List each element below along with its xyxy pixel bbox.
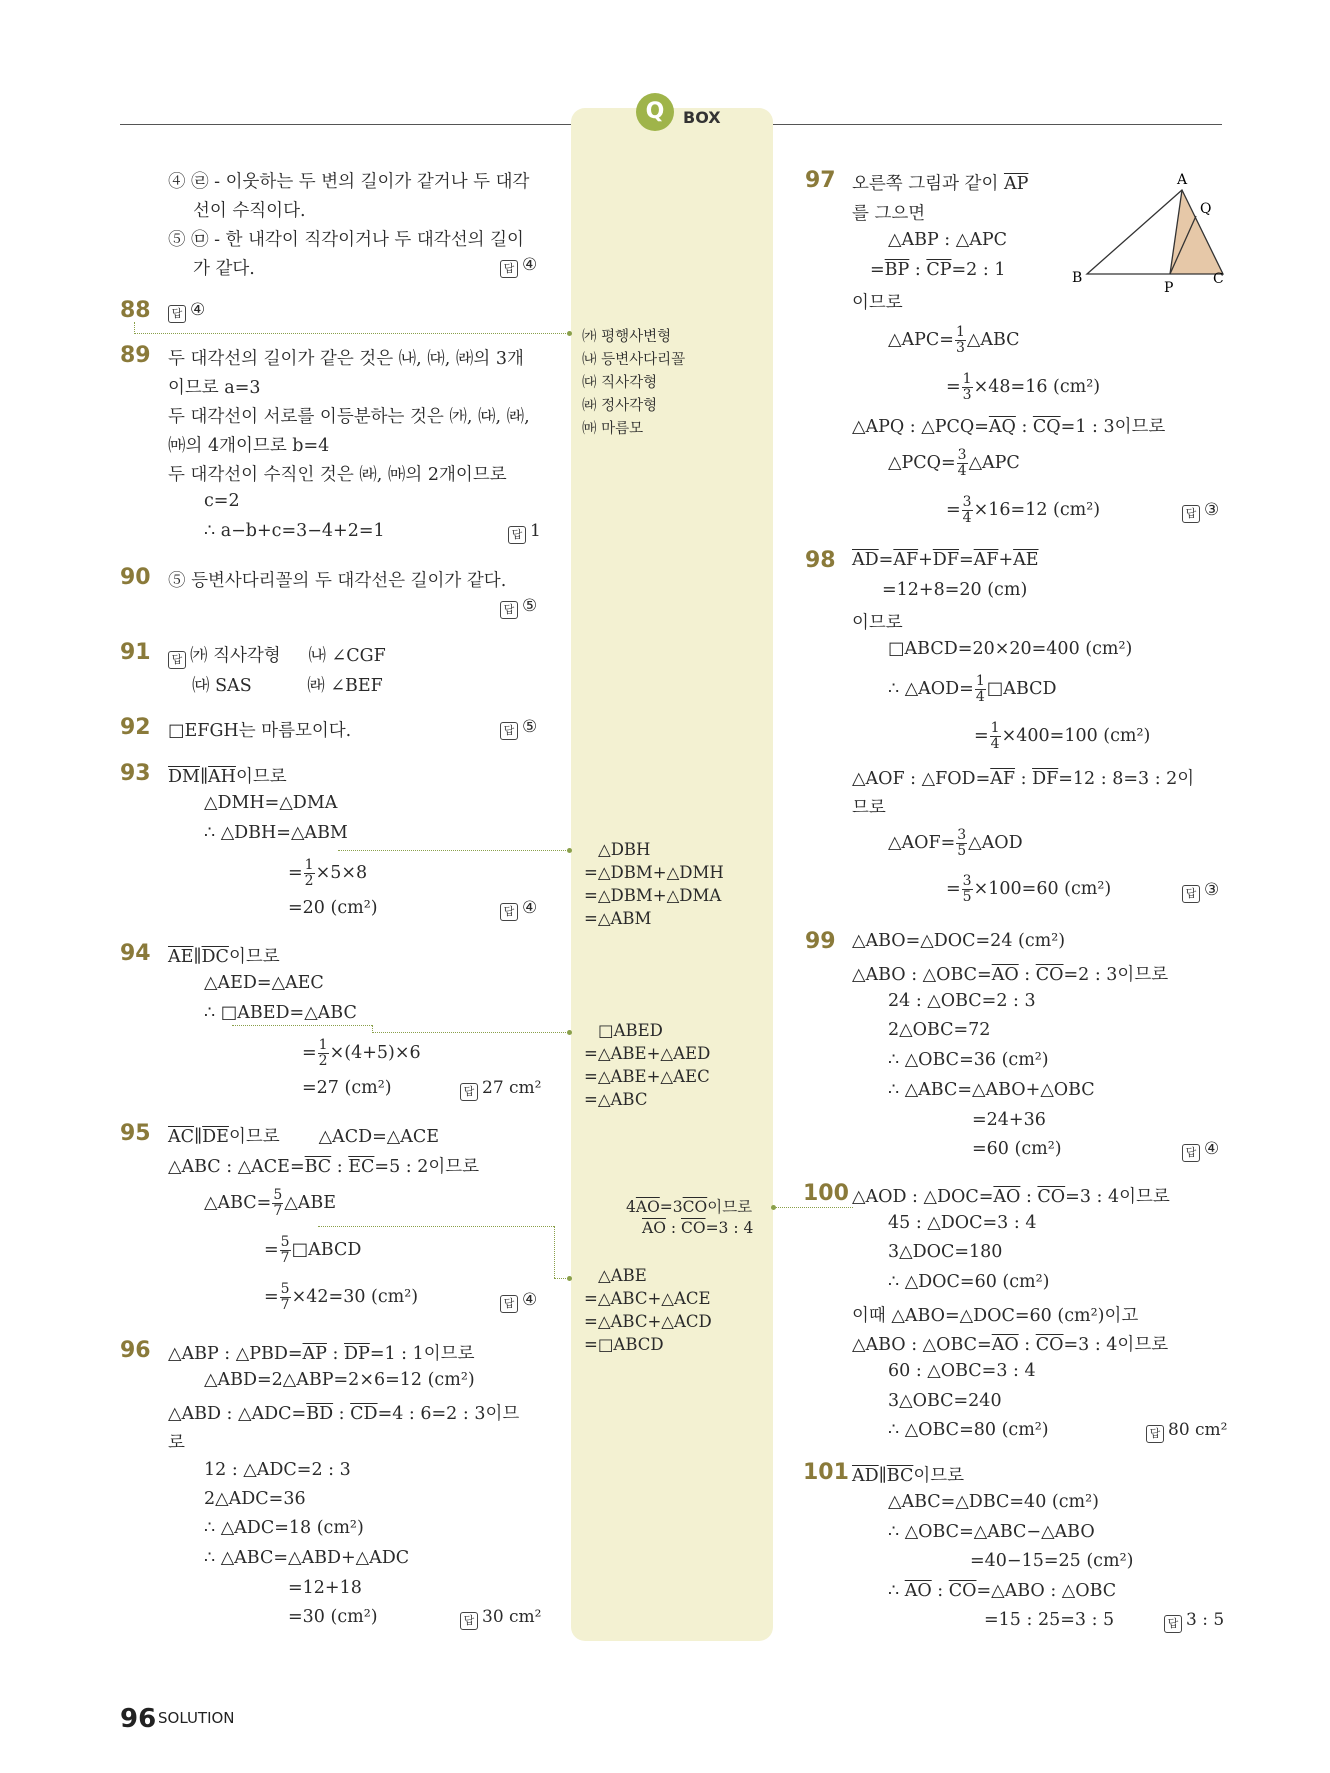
text-line: 이므로 bbox=[852, 293, 903, 313]
triangle-figure bbox=[1070, 168, 1230, 296]
answer: 답 ④ bbox=[168, 300, 205, 323]
answer-mark-icon: 답 bbox=[500, 903, 518, 921]
text-line: =24+36 bbox=[972, 1110, 1046, 1130]
text-line: 이때 △ABO=△DOC=60 (cm²)이고 bbox=[852, 1306, 1139, 1326]
connector-dot bbox=[567, 848, 572, 853]
side-note: □ABED bbox=[598, 1021, 663, 1040]
text-line: △DMH=△DMA bbox=[204, 793, 338, 813]
text-line: ⑤ ㉤ - 한 내각이 직각이거나 두 대각선의 길이 bbox=[168, 230, 524, 250]
answer: 답 27 cm² bbox=[460, 1078, 542, 1101]
text-line: = $\frac{1}{4}$ ×400=100 (cm²) bbox=[974, 720, 1151, 752]
fraction: $\frac{1}{2}$ bbox=[318, 1037, 328, 1069]
side-note: =△ABC+△ACD bbox=[584, 1312, 712, 1331]
side-note: ㈐ 직사각형 bbox=[582, 375, 658, 391]
point-label: B bbox=[1072, 270, 1083, 286]
text-line: 선이 수직이다. bbox=[193, 201, 306, 221]
text-line: 로 bbox=[168, 1433, 185, 1453]
text-line: 를 그으면 bbox=[852, 204, 926, 224]
connector-dot bbox=[567, 1276, 572, 1281]
connector bbox=[773, 1207, 853, 1208]
text-line: =12+8=20 (cm) bbox=[882, 580, 1028, 600]
text-line: = $\frac{3}{5}$ ×100=60 (cm²) bbox=[946, 873, 1112, 905]
fraction: $\frac{1}{4}$ bbox=[975, 673, 985, 705]
problem-number: 90 bbox=[120, 565, 151, 590]
problem-number: 94 bbox=[120, 941, 151, 966]
problem-number: 97 bbox=[805, 168, 836, 193]
answer-mark-icon: 답 bbox=[1146, 1425, 1164, 1443]
text-line: △ABO=△DOC=24 (cm²) bbox=[852, 931, 1066, 951]
problem-number: 89 bbox=[120, 343, 151, 368]
text-line: △ABC=△DBC=40 (cm²) bbox=[888, 1492, 1099, 1512]
answer-mark-icon: 답 bbox=[500, 1295, 518, 1313]
side-note: =△DBM+△DMH bbox=[584, 863, 724, 882]
fraction: $\frac{1}{4}$ bbox=[990, 720, 1000, 752]
text-line: $\overline{AC}\parallel\overline{DE}$이므로 △ACD=△ACE bbox=[168, 1127, 440, 1147]
problem-number: 92 bbox=[120, 715, 151, 740]
problem-number: 95 bbox=[120, 1121, 151, 1146]
answer: 답 ④ bbox=[1182, 1139, 1219, 1162]
text-line: ∴ $\overline{AO}$ : $\overline{CO}=\triangle ABO$ : △OBC bbox=[888, 1581, 1117, 1601]
answer-mark-icon: 답 bbox=[500, 722, 518, 740]
side-note: =△ABM bbox=[584, 909, 652, 928]
fraction: $\frac{1}{2}$ bbox=[304, 857, 314, 889]
text-line: ∴ △DOC=60 (cm²) bbox=[888, 1272, 1050, 1292]
answer: 답 ③ bbox=[1182, 880, 1219, 903]
text-line: ∴ a−b+c=3−4+2=1 bbox=[204, 521, 385, 541]
text-line: □ABCD=20×20=400 (cm²) bbox=[888, 639, 1133, 659]
fraction: $\frac{3}{5}$ bbox=[957, 827, 967, 859]
point-label: P bbox=[1164, 280, 1174, 296]
text-line: $\overline{DM}\parallel\overline{AH}$이므로 bbox=[168, 767, 287, 787]
text-line: 24 : △OBC=2 : 3 bbox=[888, 991, 1036, 1011]
text-line: △ABC= $\frac{5}{7}$ △ABE bbox=[204, 1187, 336, 1219]
page-number: 96 bbox=[120, 1704, 157, 1734]
text-line: 60 : △OBC=3 : 4 bbox=[888, 1361, 1036, 1381]
text-line: 3△OBC=240 bbox=[888, 1391, 1002, 1411]
text-line: = $\frac{5}{7}$ ×42=30 (cm²) bbox=[264, 1281, 419, 1313]
text-line: ⑤ 등변사다리꼴의 두 대각선은 길이가 같다. bbox=[168, 571, 507, 591]
text-line: △ABP : △APC bbox=[888, 230, 1008, 250]
text-line: 12 : △ADC=2 : 3 bbox=[204, 1460, 351, 1480]
text-line: = $\frac{3}{4}$ ×16=12 (cm²) bbox=[946, 494, 1101, 526]
connector bbox=[372, 1032, 570, 1033]
problem-number: 88 bbox=[120, 298, 151, 323]
text-line: 45 : △DOC=3 : 4 bbox=[888, 1213, 1037, 1233]
text-line: c=2 bbox=[204, 491, 240, 511]
text-line: 므로 bbox=[852, 798, 886, 818]
answer: 답 ④ bbox=[500, 1290, 537, 1313]
fraction: $\frac{5}{7}$ bbox=[280, 1234, 290, 1266]
text-line: △ABD : $\triangle ADC=\overline{BD}$ : $\overline{CD}=4$ : 6=2 : 3이므 bbox=[168, 1404, 520, 1424]
text-line: $\overline{AE}\parallel\overline{DC}$이므로 bbox=[168, 947, 280, 967]
text-line: □EFGH는 마름모이다. bbox=[168, 721, 352, 741]
answer-mark-icon: 답 bbox=[508, 526, 526, 544]
answer: 답 3 : 5 bbox=[1164, 1610, 1224, 1633]
text-line: 이므로 bbox=[852, 613, 903, 633]
text-line: △ABO : $\triangle OBC=\overline{AO}$ : $\overline{CO}=2$ : 3이므로 bbox=[852, 965, 1169, 985]
text-line: =40−15=25 (cm²) bbox=[970, 1551, 1134, 1571]
fraction: $\frac{3}{4}$ bbox=[962, 494, 972, 526]
connector-dot bbox=[771, 1205, 776, 1210]
text-line: △APQ : $\triangle PCQ=\overline{AQ}$ : $\overline{CQ}=1$ : 3이므로 bbox=[852, 417, 1166, 437]
text-line: ∴ △OBC=△ABC−△ABO bbox=[888, 1522, 1095, 1542]
answer: 답 1 bbox=[508, 521, 541, 544]
point-label: C bbox=[1213, 271, 1224, 287]
text-line: = $\frac{5}{7}$ □ABCD bbox=[264, 1234, 362, 1266]
text-line: $=\overline{BP}$ : $\overline{CP}=2$ : 1 bbox=[870, 260, 1006, 280]
side-note: =△ABE+△AEC bbox=[584, 1067, 710, 1086]
connector bbox=[338, 850, 570, 851]
connector bbox=[554, 1226, 555, 1278]
side-note: =□ABCD bbox=[584, 1335, 664, 1354]
problem-number: 99 bbox=[805, 929, 836, 954]
answer: 답 ④ bbox=[500, 898, 537, 921]
shaded-triangle bbox=[1170, 190, 1223, 274]
side-note: $4\overline{AO}=3\overline{CO}$이므로 bbox=[626, 1198, 753, 1216]
text-line: =27 (cm²) bbox=[302, 1078, 392, 1098]
fraction: $\frac{5}{7}$ bbox=[280, 1281, 290, 1313]
answer-mark-icon: 답 bbox=[1182, 1144, 1200, 1162]
answer: 답 ⑤ bbox=[500, 596, 537, 619]
text-line: △AOF : $\triangle FOD=\overline{AF}$ : $\overline{DF}=12$ : 8=3 : 2이 bbox=[852, 769, 1195, 789]
text-line: ㈒의 4개이므로 b=4 bbox=[168, 436, 330, 456]
text-line: 두 대각선이 서로를 이등분하는 것은 ㈎, ㈐, ㈑, bbox=[168, 407, 530, 427]
text-line: ㈐ SAS ㈑ ∠BEF bbox=[192, 676, 383, 696]
answer-mark-icon: 답 bbox=[1182, 885, 1200, 903]
text-line: △ABD=2△ABP=2×6=12 (cm²) bbox=[204, 1370, 475, 1390]
text-line: ∴ △ABC=△ABO+△OBC bbox=[888, 1080, 1095, 1100]
answer-mark-icon: 답 bbox=[460, 1612, 478, 1630]
side-note: ㈎ 평행사변형 bbox=[582, 329, 672, 345]
connector bbox=[232, 1025, 372, 1026]
text-line: △ABC : $\triangle ACE=\overline{BC}$ : $\overline{EC}=5$ : 2이므로 bbox=[168, 1157, 480, 1177]
text-line: ∴ △ABC=△ABD+△ADC bbox=[204, 1548, 410, 1568]
text-line: △AED=△AEC bbox=[204, 973, 324, 993]
text-line: = $\frac{1}{2}$ ×(4+5)×6 bbox=[302, 1037, 421, 1069]
text-line: ∴ □ABED=△ABC bbox=[204, 1003, 357, 1023]
text-line: ∴ △DBH=△ABM bbox=[204, 823, 348, 843]
problem-number: 93 bbox=[120, 761, 151, 786]
text-line: = $\frac{1}{2}$ ×5×8 bbox=[288, 857, 368, 889]
problem-number: 101 bbox=[803, 1460, 849, 1485]
text-line: =20 (cm²) bbox=[288, 898, 378, 918]
q-badge: Q bbox=[636, 93, 674, 131]
footer-label: SOLUTION bbox=[158, 1709, 235, 1727]
text-line: 이므로 a=3 bbox=[168, 378, 261, 398]
text-line: 두 대각선의 길이가 같은 것은 ㈏, ㈐, ㈑의 3개 bbox=[168, 349, 524, 369]
text-line: △APC= $\frac{1}{3}$ △ABC bbox=[888, 324, 1020, 356]
text-line: 가 같다. bbox=[193, 259, 255, 279]
text-line: =60 (cm²) bbox=[972, 1139, 1062, 1159]
answer: 답 ⑤ bbox=[500, 717, 537, 740]
answer: 답 ④ bbox=[500, 255, 537, 278]
fraction: $\frac{1}{3}$ bbox=[962, 371, 972, 403]
fraction: $\frac{5}{7}$ bbox=[273, 1187, 283, 1219]
q-box-label: BOX bbox=[683, 108, 721, 127]
text-line: △ABP : $\triangle PBD=\overline{AP}$ : $\overline{DP}=1$ : 1이므로 bbox=[168, 1344, 475, 1364]
text-line: △PCQ= $\frac{3}{4}$ △APC bbox=[888, 447, 1020, 479]
problem-number: 96 bbox=[120, 1338, 151, 1363]
fraction: $\frac{3}{5}$ bbox=[962, 873, 972, 905]
text-line: 2△ADC=36 bbox=[204, 1489, 306, 1509]
side-note: ㈒ 마름모 bbox=[582, 421, 644, 437]
text-line: ∴ △ADC=18 (cm²) bbox=[204, 1518, 364, 1538]
text-line: 답 ㈎ 직사각형 ㈏ ∠CGF bbox=[168, 642, 386, 669]
text-line: △AOF= $\frac{3}{5}$ △AOD bbox=[888, 827, 1023, 859]
text-line: 2△OBC=72 bbox=[888, 1020, 991, 1040]
side-note: =△ABC bbox=[584, 1090, 648, 1109]
text-line: ④ ㉣ - 이웃하는 두 변의 길이가 같거나 두 대각 bbox=[168, 172, 530, 192]
connector-dot bbox=[567, 331, 572, 336]
fraction: $\frac{3}{4}$ bbox=[957, 447, 967, 479]
problem-number: 91 bbox=[120, 640, 151, 665]
point-label: A bbox=[1177, 172, 1188, 188]
text-line: ∴ △OBC=36 (cm²) bbox=[888, 1050, 1049, 1070]
side-note: △ABE bbox=[598, 1266, 647, 1285]
answer-mark-icon: 답 bbox=[500, 601, 518, 619]
text-line: 3△DOC=180 bbox=[888, 1242, 1003, 1262]
answer-mark-icon: 답 bbox=[1164, 1615, 1182, 1633]
answer-mark-icon: 답 bbox=[168, 305, 186, 323]
side-note: =△ABC+△ACE bbox=[584, 1289, 711, 1308]
side-note: =△ABE+△AED bbox=[584, 1044, 711, 1063]
text-line: =12+18 bbox=[288, 1578, 362, 1598]
side-note: =△DBM+△DMA bbox=[584, 886, 722, 905]
connector bbox=[134, 333, 570, 334]
side-note: $\overline{AO}$ : $\overline{CO}=3$ : 4 bbox=[642, 1219, 754, 1237]
text-line: ∴ △OBC=80 (cm²) bbox=[888, 1420, 1049, 1440]
side-note: △DBH bbox=[598, 840, 651, 859]
text-line: $\overline{AD}=\overline{AF}+\overline{DF}=\overline{AF}+\overline{AE}$ bbox=[852, 550, 1039, 570]
text-line: = $\frac{1}{3}$ ×48=16 (cm²) bbox=[946, 371, 1101, 403]
answer-mark-icon: 답 bbox=[168, 651, 186, 669]
problem-number: 100 bbox=[803, 1181, 849, 1206]
answer-mark-icon: 답 bbox=[460, 1083, 478, 1101]
text-line: 오른쪽 그림과 같이 $\overline{AP}$ bbox=[852, 174, 1029, 194]
answer: 답 80 cm² bbox=[1146, 1420, 1228, 1443]
text-line: =15 : 25=3 : 5 bbox=[984, 1610, 1115, 1630]
text-line: 두 대각선이 수직인 것은 ㈑, ㈒의 2개이므로 bbox=[168, 465, 507, 485]
text-line: △ABO : $\triangle OBC=\overline{AO}$ : $\overline{CO}=3$ : 4이므로 bbox=[852, 1335, 1169, 1355]
connector bbox=[318, 1226, 554, 1227]
connector-dot bbox=[567, 1030, 572, 1035]
side-note: ㈏ 등변사다리꼴 bbox=[582, 352, 686, 368]
text-line: △AOD : $\triangle DOC=\overline{AO}$ : $\overline{CO}=3$ : 4이므로 bbox=[852, 1187, 1170, 1207]
text-line: ∴ △AOD= $\frac{1}{4}$ □ABCD bbox=[888, 673, 1057, 705]
fraction: $\frac{1}{3}$ bbox=[955, 324, 965, 356]
problem-number: 98 bbox=[805, 548, 836, 573]
answer-mark-icon: 답 bbox=[1182, 505, 1200, 523]
answer: 답 30 cm² bbox=[460, 1607, 542, 1630]
answer: 답 ③ bbox=[1182, 500, 1219, 523]
side-note: ㈑ 정사각형 bbox=[582, 398, 658, 414]
answer-mark-icon: 답 bbox=[500, 260, 518, 278]
point-label: Q bbox=[1200, 201, 1212, 217]
text-line: $\overline{AD}\parallel\overline{BC}$이므로 bbox=[852, 1466, 965, 1486]
text-line: =30 (cm²) bbox=[288, 1607, 378, 1627]
